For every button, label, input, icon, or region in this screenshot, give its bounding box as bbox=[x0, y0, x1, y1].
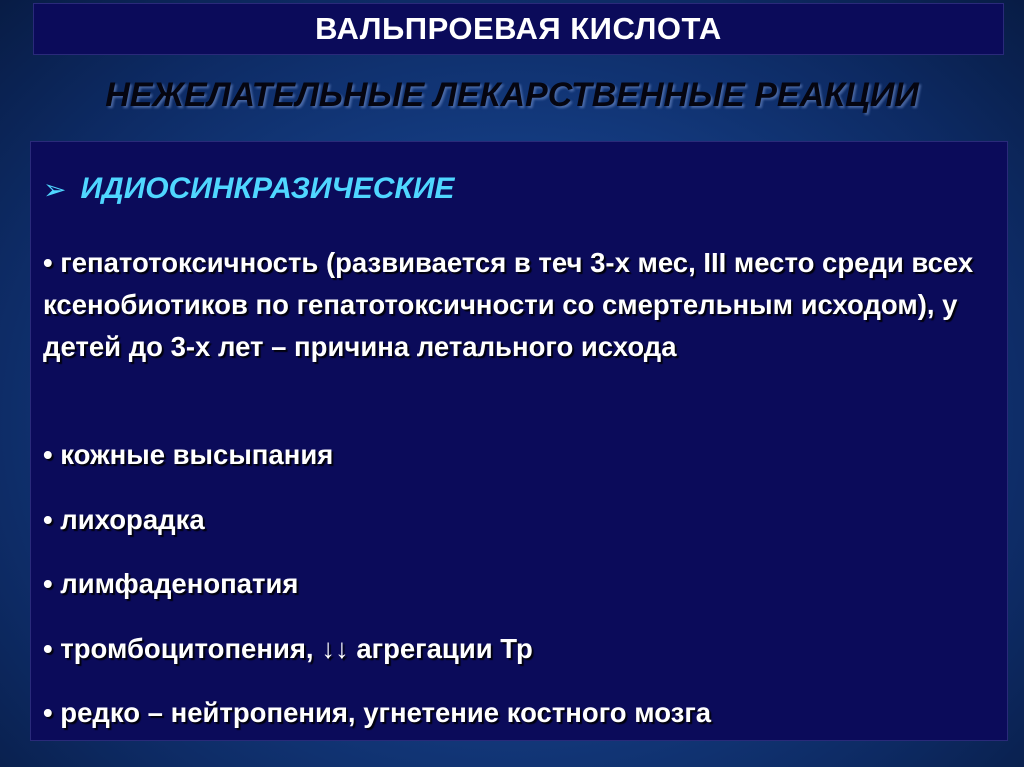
section-heading bbox=[43, 172, 454, 206]
list-item-hepatotoxicity: • гепатотоксичность (развивается в теч 3-х мес, III место среди всех ксенобиотиков по гепатотоксичности со смертельным исходом), у детей до 3-х лет – причина летального исхода bbox=[43, 247, 974, 362]
arrow-bullet-icon: ➢ bbox=[43, 173, 67, 205]
list-item-neutropenia: • редко – нейтропения, угнетение костного мозга bbox=[43, 697, 712, 728]
list-item-lymphadenopathy: • лимфаденопатия bbox=[43, 568, 299, 599]
title-bar bbox=[33, 3, 1004, 55]
list-item-fever: • лихорадка bbox=[43, 504, 205, 535]
list-item-thrombocytopenia: • тромбоцитопения, ↓↓ агрегации Тр bbox=[43, 633, 533, 664]
slide-subtitle: НЕЖЕЛАТЕЛЬНЫЕ ЛЕКАРСТВЕННЫЕ РЕАКЦИИ bbox=[105, 76, 919, 114]
slide-title: ВАЛЬПРОЕВАЯ КИСЛОТА bbox=[315, 11, 722, 46]
content-panel bbox=[30, 141, 1008, 741]
section-heading-label: ИДИОСИНКРАЗИЧЕСКИЕ bbox=[80, 172, 455, 205]
list-item-skin-rash: • кожные высыпания bbox=[43, 439, 334, 470]
